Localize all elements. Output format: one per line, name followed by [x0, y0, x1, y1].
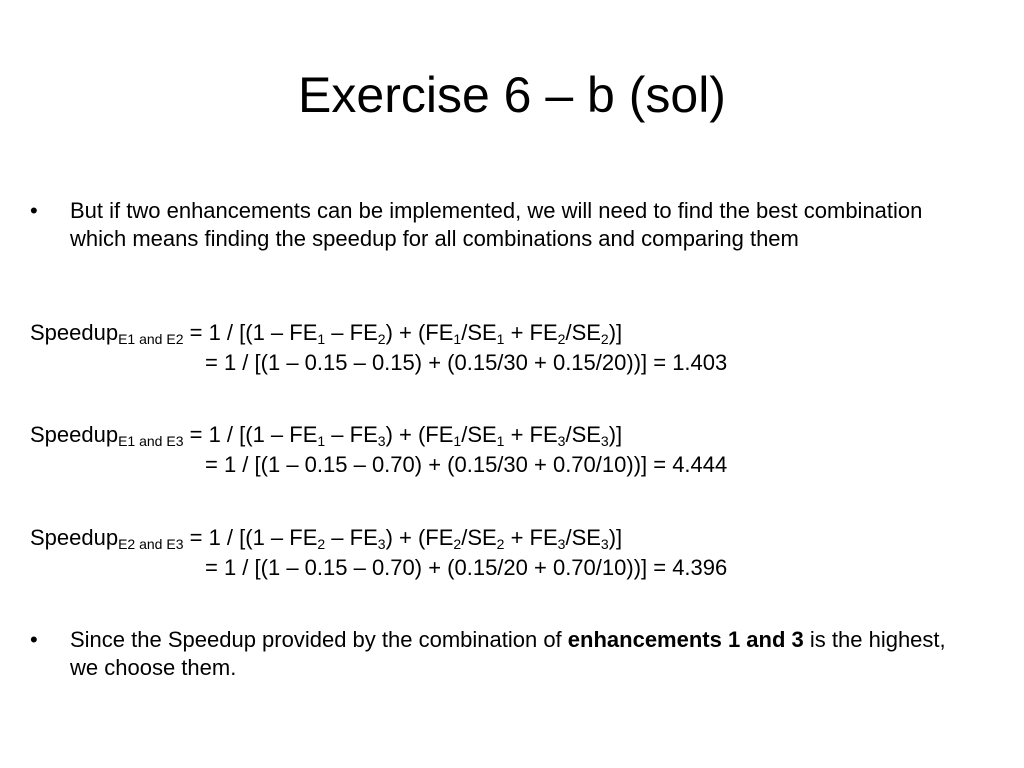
formula-subscript: 2 [557, 331, 566, 347]
speedup-label: Speedup [30, 525, 119, 550]
conclusion-text-pre: Since the Speedup provided by the combination of [70, 627, 568, 652]
formula-text: /SE [461, 525, 497, 550]
formula-subscript: 2 [377, 331, 386, 347]
formula-text: – FE [325, 525, 378, 550]
formula-text: ) + (FE [385, 422, 454, 447]
formula-text: )] [608, 422, 623, 447]
equation-formula [30, 318, 727, 348]
equation-e2-e3 [30, 523, 727, 583]
speedup-subscript: E1 and E3 [118, 433, 184, 449]
speedup-label: Speedup [30, 422, 119, 447]
formula-subscript: 1 [453, 331, 462, 347]
equation-computation: = 1 / [(1 – 0.15 – 0.70) + (0.15/20 + 0.70/10))] = 4.396 [205, 555, 728, 580]
formula-subscript: 2 [317, 536, 326, 552]
formula-subscript: 2 [600, 331, 609, 347]
formula-subscript: 3 [377, 433, 386, 449]
equation-e1-e2 [30, 318, 727, 378]
formula-subscript: 3 [557, 536, 566, 552]
formula-subscript: 3 [557, 433, 566, 449]
formula-subscript: 2 [496, 536, 505, 552]
bullet-icon: • [30, 198, 38, 223]
formula-subscript: 1 [453, 433, 462, 449]
formula-subscript: 2 [453, 536, 462, 552]
equation-computation: = 1 / [(1 – 0.15 – 0.70) + (0.15/30 + 0.70/10))] = 4.444 [205, 452, 728, 477]
bullet-point-conclusion [30, 626, 970, 682]
speedup-label: Speedup [30, 320, 119, 345]
formula-text: /SE [565, 422, 601, 447]
equation-formula [30, 420, 727, 450]
formula-text: – FE [325, 320, 378, 345]
formula-text: = 1 / [(1 – FE [189, 320, 318, 345]
bullet-icon: • [30, 627, 38, 652]
formula-text: + FE [504, 525, 558, 550]
formula-text: /SE [461, 320, 497, 345]
bullet-point-intro [30, 197, 970, 253]
formula-text: = 1 / [(1 – FE [189, 422, 318, 447]
formula-text: – FE [325, 422, 378, 447]
speedup-subscript: E2 and E3 [118, 536, 184, 552]
formula-text: )] [608, 320, 623, 345]
bullet-text: But if two enhancements can be implemented, we will need to find the best combination which means finding the speedup for all combinations and comparing them [70, 198, 923, 251]
conclusion-text-post: is the highest, we choose them. [70, 627, 946, 680]
formula-subscript: 3 [377, 536, 386, 552]
formula-subscript: 1 [496, 331, 505, 347]
formula-subscript: 3 [600, 536, 609, 552]
formula-text: + FE [504, 320, 558, 345]
formula-text: ) + (FE [385, 320, 454, 345]
equation-e1-e3 [30, 420, 727, 480]
formula-text: )] [608, 525, 623, 550]
speedup-subscript: E1 and E2 [118, 331, 184, 347]
formula-subscript: 1 [317, 433, 326, 449]
equation-computation: = 1 / [(1 – 0.15 – 0.15) + (0.15/30 + 0.15/20))] = 1.403 [205, 350, 728, 375]
formula-text: /SE [565, 320, 601, 345]
formula-subscript: 1 [496, 433, 505, 449]
formula-subscript: 3 [600, 433, 609, 449]
equation-formula [30, 523, 727, 553]
bullet-text [70, 626, 970, 682]
slide-title: Exercise 6 – b (sol) [298, 67, 726, 123]
formula-text: /SE [565, 525, 601, 550]
conclusion-emphasis: enhancements 1 and 3 [567, 627, 804, 652]
formula-text: /SE [461, 422, 497, 447]
formula-subscript: 1 [317, 331, 326, 347]
formula-text: ) + (FE [385, 525, 454, 550]
formula-text: + FE [504, 422, 558, 447]
formula-text: = 1 / [(1 – FE [189, 525, 318, 550]
